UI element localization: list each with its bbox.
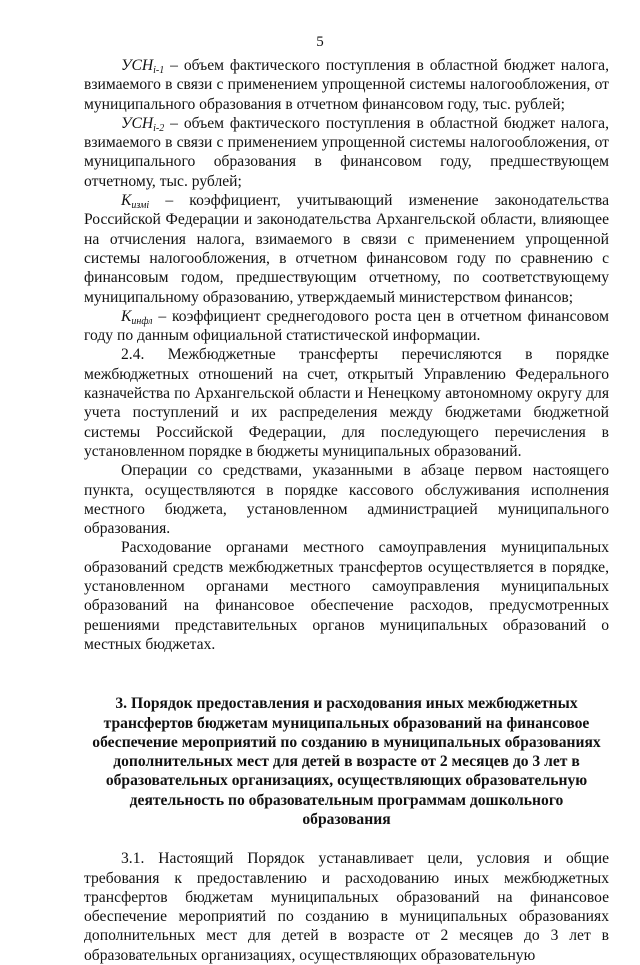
variable-symbol [121,57,164,74]
heading-line: обеспечение мероприятий по созданию в муниципальных образованиях [92,733,601,751]
heading-line: дополнительных мест для детей в возрасте от 2 месяцев до 3 лет в [113,753,580,771]
variable-subscript: измi [131,200,150,212]
variable-subscript: инфл [131,315,153,327]
variable-letter: К [121,307,132,325]
paragraph-3-1: 3.1. Настоящий Порядок устанавливает цели, условия и общие требования к предоставлению и расходованию иных межбюджетных трансфертов бюджетам муниципальных образований на финансовое обеспечение мероприятий по созданию в муниципальных образованиях дополнительных мест для детей в возрасте от 2 месяцев до 3 лет в образовательных организациях, осуществляющих образовательную [84,850,609,964]
definition-k-infl [84,307,609,346]
variable-symbol [121,192,150,212]
paragraph-spending: Расходование органами местного самоуправления муниципальных образований средств межбюджетных трансфертов осуществляется в порядке, установленном органами местного самоуправления муниципальных образований на финансовое обеспечение расходов, предусмотренных решениями представительных органов муниципальных образований о местных бюджетах. [84,539,609,653]
definition-text: – коэффициент, учитывающий изменение законодательства Российской Федерации и законодательства Архангельской области, влияющее на отчисления налога, взимаемого в связи с применением упрощенной системы налогообложения, в отчетном финансовом году по сравнению с финансовым годом, предшествующим отчетному, по соответствующему муниципальному образованию, утверждаемый министерством финансов; [84,192,609,306]
heading-line: деятельность по образовательным программам дошкольного образования [129,791,564,828]
page-number: 5 [316,34,324,50]
document-body [84,56,609,965]
heading-line: образовательных организациях, осуществляющих образовательную [105,772,588,790]
variable-letter: К [121,192,132,210]
variable-letter: УСН [121,57,154,74]
definition-text: – объем фактического поступления в областной бюджет налога, взимаемого в связи с применением упрощенной системы налогообложения, от муниципального образования в отчетном финансовом году, тыс. рублей; [84,57,609,113]
variable-letter: УСН [121,114,154,132]
variable-symbol [121,308,153,325]
definition-usn-i-1 [84,56,609,114]
paragraph-operations: Операции со средствами, указанными в абзаце первом настоящего пункта, осуществляются в порядке кассового обслуживания исполнения местного бюджета, установленном администрацией муниципального образования. [84,462,609,538]
section-3-heading [84,694,609,829]
variable-subscript: i-2 [153,122,165,134]
variable-subscript: i-1 [153,65,165,76]
heading-line: трансфертов бюджетам муниципальных образований на финансовое [103,714,590,732]
variable-symbol [121,115,164,132]
definition-usn-i-2 [84,114,609,191]
heading-line: 3. Порядок предоставления и расходования иных межбюджетных [115,695,578,713]
definition-k-izm [84,191,609,307]
definition-text: – коэффициент среднегодового роста цен в отчетном финансовом году по данным официальной статистической информации. [84,307,609,345]
definition-text: – объем фактического поступления в областной бюджет налога, взимаемого в связи с применением упрощенной системы налогообложения, от муниципального образования в финансовом году, предшествующем отчетному, тыс. рублей; [84,114,609,190]
paragraph-2-4: 2.4. Межбюджетные трансферты перечисляются в порядке межбюджетных отношений на счет, открытый Управлению Федерального казначейства по Архангельской области и Ненецкому автономному округу для учета поступлений и их распределения между бюджетами бюджетной системы Российской Федерации, для последующего перечисления в установленном порядке в бюджеты муниципальных образований. [84,346,609,460]
